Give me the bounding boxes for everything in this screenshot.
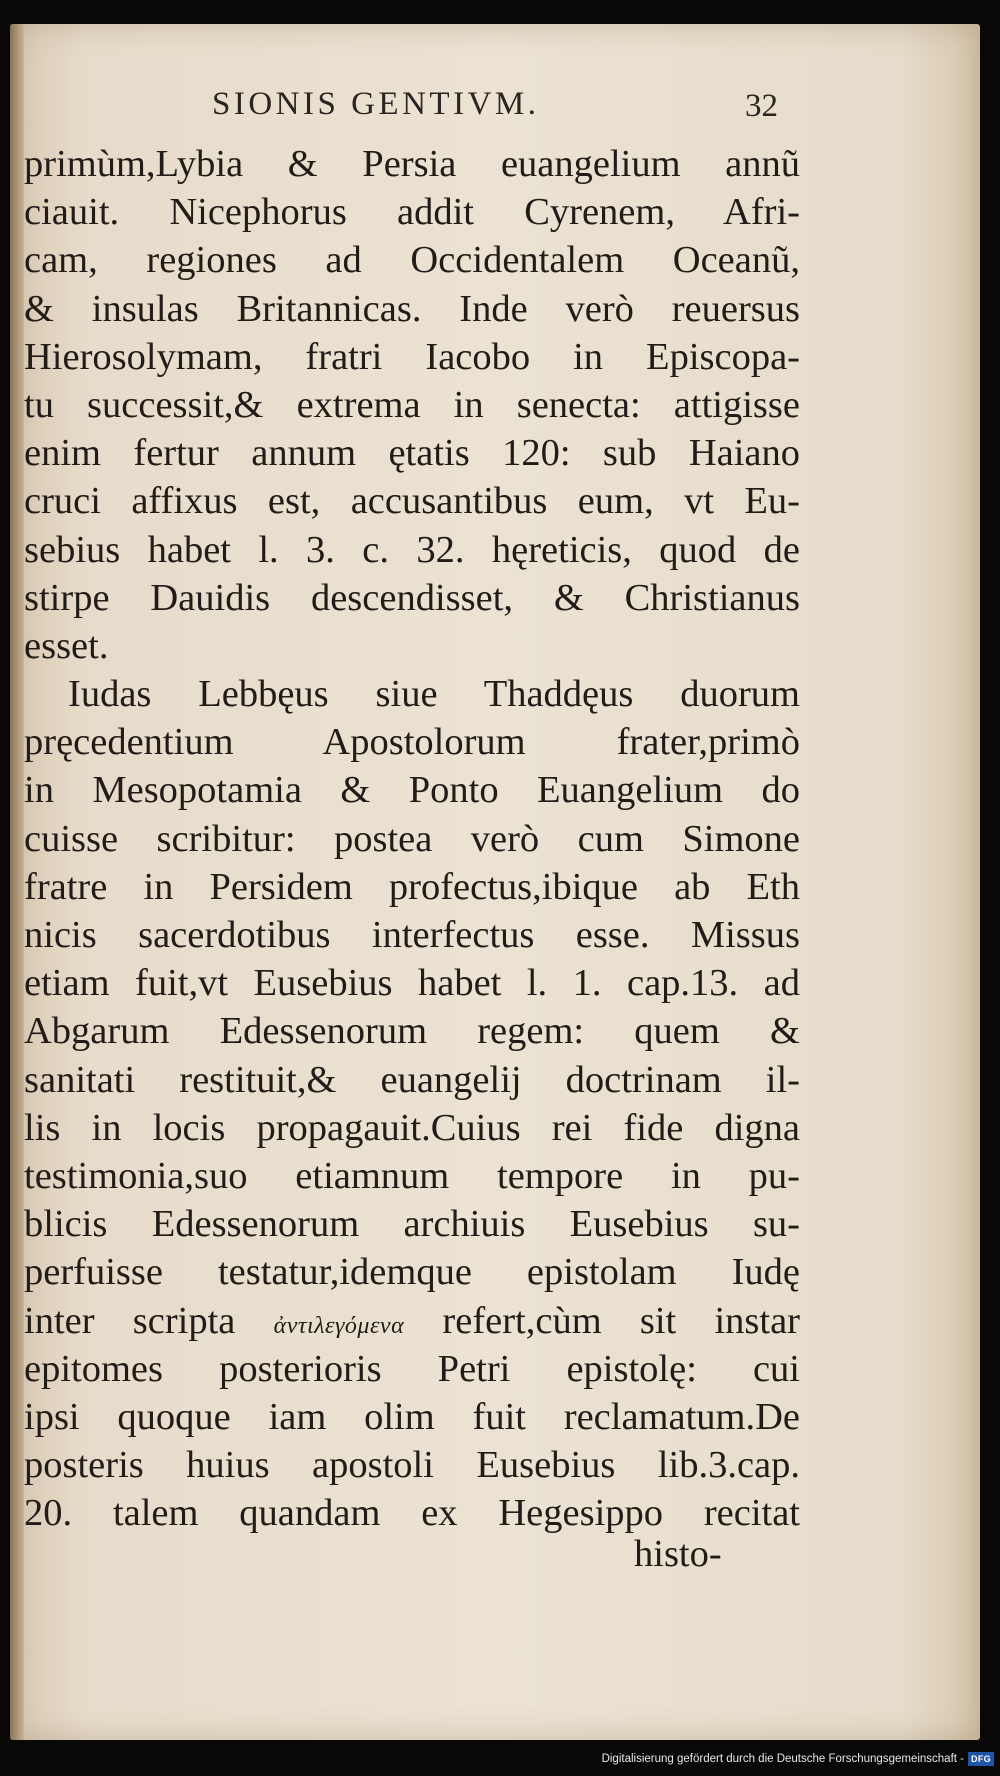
- text-line-with-greek: [24, 1297, 800, 1345]
- digitization-footer: [0, 1744, 1000, 1776]
- running-head: [10, 86, 980, 136]
- text-line: primùm,Lybia & Persia euangelium annũ: [24, 143, 800, 185]
- text-line: epitomes posterioris Petri epistolę: cui: [24, 1347, 800, 1390]
- text-line: lis in locis propagauit.Cuius rei fide digna: [24, 1106, 800, 1149]
- text-line: posteris huius apostoli Eusebius lib.3.cap.: [24, 1444, 800, 1487]
- text-line: nicis sacerdotibus interfectus esse. Missus: [24, 914, 800, 956]
- text-line: stirpe Dauidis descendisset, & Christianus: [24, 576, 800, 619]
- text-line: sanitati restituit,& euangelij doctrinam il-: [24, 1058, 800, 1101]
- text-segment: refert,cùm sit instar: [442, 1299, 800, 1342]
- text-line: ciauit. Nicephorus addit Cyrenem, Afri-: [24, 191, 800, 234]
- text-line: blicis Edessenorum archiuis Eusebius su-: [24, 1203, 800, 1246]
- page-number: 32: [745, 88, 778, 124]
- book-page: [10, 24, 980, 1740]
- text-line: sebius habet l. 3. c. 32. hęreticis, quod de: [24, 528, 800, 571]
- text-line: cruci affixus est, accusantibus eum, vt Eu-: [24, 480, 800, 523]
- text-line: testimonia,suo etiamnum tempore in pu-: [24, 1154, 800, 1197]
- text-line: in Mesopotamia & Ponto Euangelium do: [24, 769, 800, 812]
- text-line: cuisse scribitur: postea verò cum Simone: [24, 817, 800, 860]
- text-line: etiam fuit,vt Eusebius habet l. 1. cap.13. ad: [24, 962, 800, 1005]
- paragraph-start-line: Iudas Lebbęus siue Thaddęus duorum: [68, 673, 800, 716]
- dfg-logo: DFG: [968, 1752, 994, 1766]
- text-line: esset.: [24, 624, 109, 667]
- page-edge: [10, 24, 24, 1740]
- greek-term: ἀντιλεγόμενα: [273, 1312, 405, 1339]
- text-line: ipsi quoque iam olim fuit reclamatum.De: [24, 1395, 800, 1438]
- text-line: Hierosolymam, fratri Iacobo in Episcopa-: [24, 335, 800, 378]
- text-line: tu successit,& extrema in senecta: attigisse: [24, 383, 800, 426]
- text-line: fratre in Persidem profectus,ibique ab Eth: [24, 865, 800, 908]
- funding-credit: Digitalisierung gefördert durch die Deutsche Forschungsgemeinschaft -: [601, 1753, 964, 1765]
- text-line: & insulas Britannicas. Inde verò reuersus: [24, 287, 800, 330]
- body-text: [24, 140, 800, 1537]
- text-line: enim fertur annum ętatis 120: sub Haiano: [24, 432, 800, 475]
- text-segment: inter scripta: [24, 1299, 236, 1342]
- catchword: [10, 1532, 980, 1582]
- text-line: cam, regiones ad Occidentalem Oceanũ,: [24, 239, 800, 282]
- text-line: Abgarum Edessenorum regem: quem &: [24, 1010, 800, 1053]
- text-line: pręcedentium Apostolorum frater,primò: [24, 721, 800, 764]
- catchword-text: histo-: [634, 1533, 722, 1575]
- text-line: perfuisse testatur,idemque epistolam Iudę: [24, 1251, 800, 1294]
- text-line: 20. talem quandam ex Hegesippo recitat: [24, 1492, 800, 1535]
- running-title: SIONIS GENTIVM.: [212, 86, 540, 122]
